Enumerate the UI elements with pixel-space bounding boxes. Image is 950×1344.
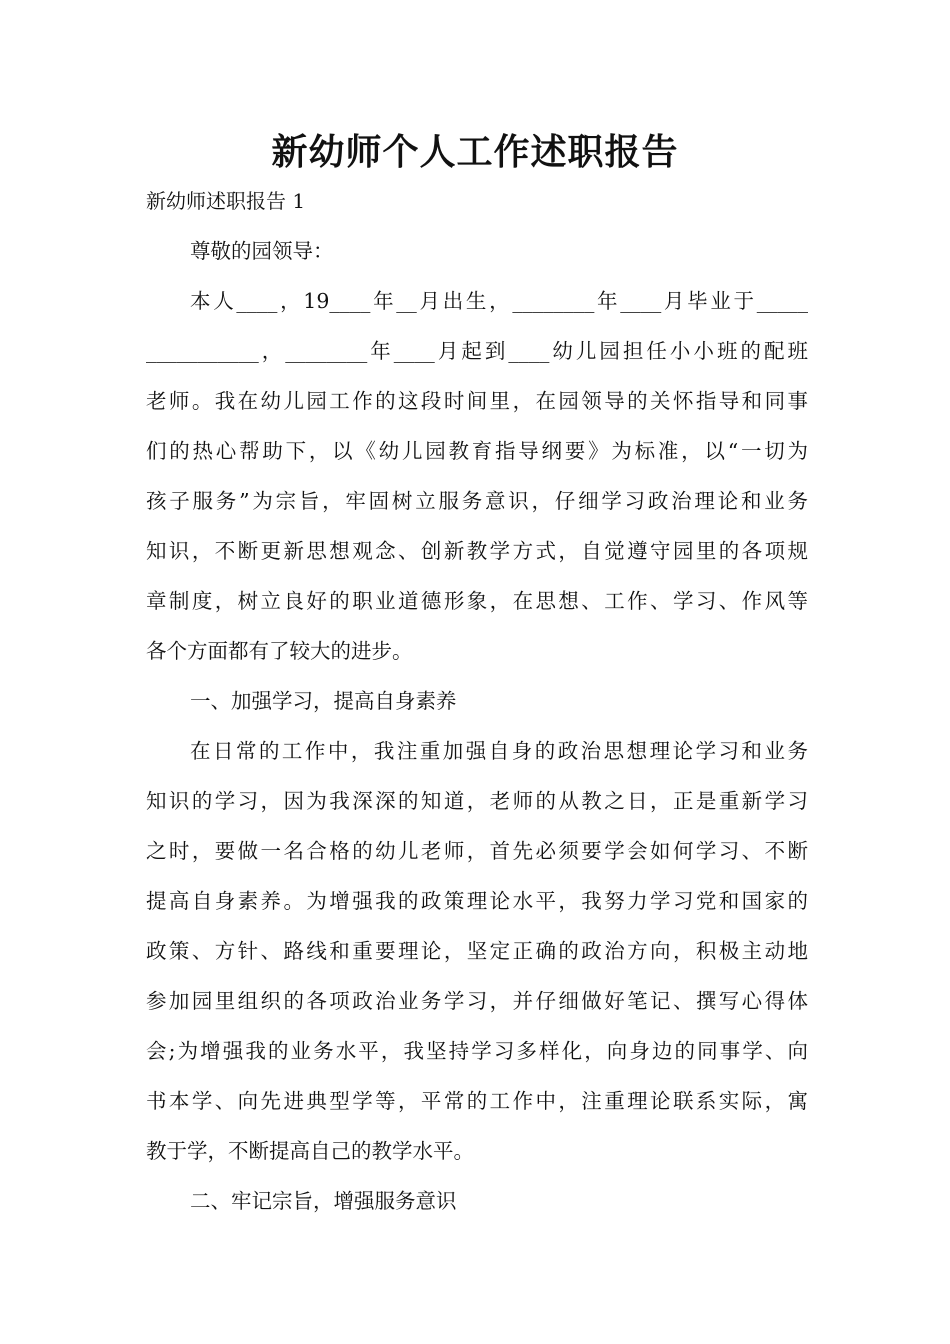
paragraph-line: 书本学、向先进典型学等，平常的工作中，注重理论联系实际，寓 (146, 1089, 808, 1113)
paragraph-line: 老师。我在幼儿园工作的这段时间里，在园领导的关怀指导和同事 (146, 389, 808, 413)
document-title: 新幼师个人工作述职报告 (271, 132, 679, 173)
paragraph-line: 们的热心帮助下，以《幼儿园教育指导纲要》为标准，以“一切为 (146, 439, 808, 463)
paragraph-line: 政策、方针、路线和重要理论，坚定正确的政治方向，积极主动地 (146, 939, 808, 963)
paragraph-line: 在日常的工作中，我注重加强自身的政治思想理论学习和业务 (190, 739, 808, 763)
paragraph-line: 孩子服务”为宗旨，牢固树立服务意识，仔细学习政治理论和业务 (146, 489, 808, 513)
document-subtitle: 新幼师述职报告 1 (146, 189, 306, 213)
paragraph-line: ___________，________年____月起到____幼儿园担任小小班的配班 (146, 339, 808, 363)
paragraph-line: 章制度，树立良好的职业道德形象，在思想、工作、学习、作风等 (146, 589, 808, 613)
paragraph-line: 各个方面都有了较大的进步。 (146, 639, 413, 663)
paragraph-line: 一、加强学习，提高自身素养 (190, 689, 457, 713)
document-body (146, 236, 808, 1236)
paragraph-line: 教于学，不断提高自己的教学水平。 (146, 1139, 474, 1163)
paragraph-line: 知识，不断更新思想观念、创新教学方式，自觉遵守园里的各项规 (146, 539, 808, 563)
paragraph-line: 二、牢记宗旨，增强服务意识 (190, 1189, 457, 1213)
paragraph-line: 尊敬的园领导： (190, 239, 334, 263)
paragraph-line: 会;为增强我的业务水平，我坚持学习多样化，向身边的同事学、向 (146, 1039, 808, 1063)
paragraph-line: 之时，要做一名合格的幼儿老师，首先必须要学会如何学习、不断 (146, 839, 808, 863)
paragraph-line: 参加园里组织的各项政治业务学习，并仔细做好笔记、撰写心得体 (146, 989, 808, 1013)
paragraph-line: 本人____，19____年__月出生，________年____月毕业于_____ (190, 289, 808, 313)
paragraph-line: 提高自身素养。为增强我的政策理论水平，我努力学习党和国家的 (146, 889, 808, 913)
paragraph-line: 知识的学习，因为我深深的知道，老师的从教之日，正是重新学习 (146, 789, 808, 813)
